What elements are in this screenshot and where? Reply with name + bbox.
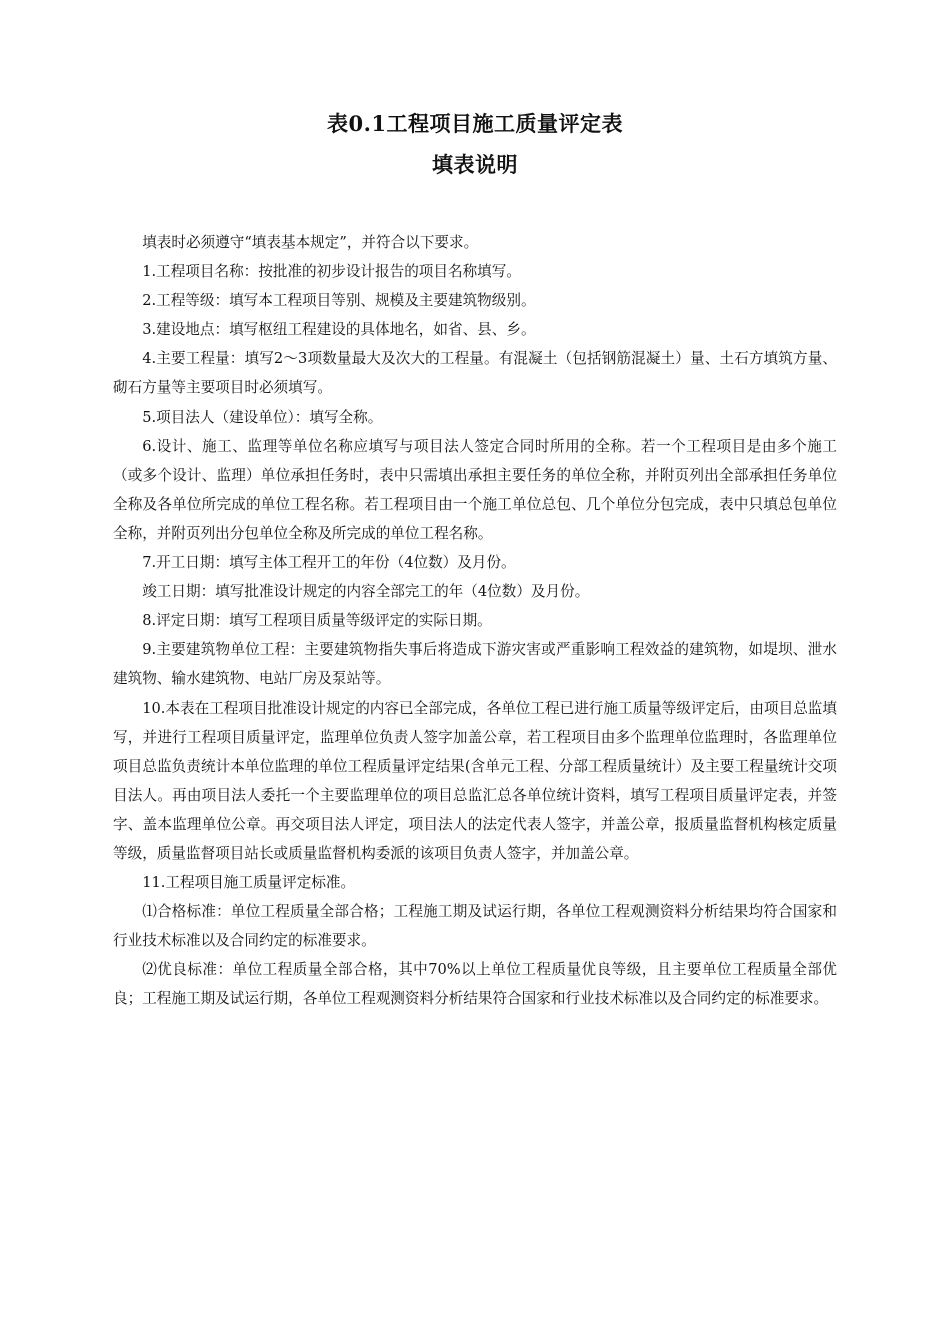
paragraph-item-1: 1.工程项目名称：按批准的初步设计报告的项目名称填写。 xyxy=(142,263,521,281)
document-subtitle: 填表说明 xyxy=(432,152,518,177)
paragraph-qualified-standard: ⑴合格标准：单位工程质量全部合格；工程施工期及试运行期，各单位工程观测资料分析结果均符合国家和行业技术标准以及合同约定的标准要求。 xyxy=(113,903,837,950)
paragraph-item-6: 6.设计、施工、监理等单位名称应填写与项目法人签定合同时所用的全称。若一个工程项目是由多个施工（或多个设计、监理）单位承担任务时，表中只需填出承担主要任务的单位全称，并附页列出全部承担任务单位全称及各单位所完成的单位工程名称。若工程项目由一个施工单位总包、几个单位分包完成，表中只填总包单位全称，并附页列出分包单位全称及所完成的单位工程名称。 xyxy=(113,437,837,542)
paragraph-completion-date: 竣工日期：填写批准设计规定的内容全部完工的年（4位数）及月份。 xyxy=(142,583,590,601)
instructions-body xyxy=(113,228,837,1014)
paragraph-item-11: 11.工程项目施工质量评定标准。 xyxy=(142,874,356,892)
paragraph-item-10: 10.本表在工程项目批准设计规定的内容已全部完成，各单位工程已进行施工质量等级评定后，由项目总监填写，并进行工程项目质量评定，监理单位负责人签字加盖公章，若工程项目由多个监理单位监理时，各监理单位项目总监负责统计本单位监理的单位工程质量评定结果(含单元工程、分部工程质量统计）及主要工程量统计交项目法人。再由项目法人委托一个主要监理单位的项目总监汇总各单位统计资料，填写工程项目质量评定表，并签字、盖本监理单位公章。再交项目法人评定，项目法人的法定代表人签字，并盖公章，报质量监督机构核定质量等级，质量监督项目站长或质量监督机构委派的该项目负责人签字，并加盖公章。 xyxy=(113,699,837,862)
paragraph-item-4: 4.主要工程量：填写2～3项数量最大及次大的工程量。有混凝土（包括钢筋混凝土）量、土石方填筑方量、砌石方量等主要项目时必须填写。 xyxy=(113,350,837,397)
paragraph-item-7: 7.开工日期：填写主体工程开工的年份（4位数）及月份。 xyxy=(142,554,516,572)
paragraph-item-8: 8.评定日期：填写工程项目质量等级评定的实际日期。 xyxy=(142,612,492,630)
paragraph-excellent-standard: ⑵优良标准：单位工程质量全部合格，其中70%以上单位工程质量优良等级，且主要单位工程质量全部优良；工程施工期及试运行期，各单位工程观测资料分析结果符合国家和行业技术标准以及合同约定的标准要求。 xyxy=(113,961,837,1008)
paragraph-item-5: 5.项目法人（建设单位）：填写全称。 xyxy=(142,408,383,426)
paragraph-intro: 填表时必须遵守“填表基本规定”，并符合以下要求。 xyxy=(142,234,479,251)
document-title: 表0.1工程项目施工质量评定表 xyxy=(326,111,624,136)
paragraph-item-2: 2.工程等级：填写本工程项目等别、规模及主要建筑物级别。 xyxy=(142,292,536,310)
paragraph-item-3: 3.建设地点：填写枢纽工程建设的具体地名，如省、县、乡。 xyxy=(142,321,536,339)
paragraph-item-9: 9.主要建筑物单位工程：主要建筑物指失事后将造成下游灾害或严重影响工程效益的建筑物，如堤坝、泄水建筑物、输水建筑物、电站厂房及泵站等。 xyxy=(113,641,837,688)
